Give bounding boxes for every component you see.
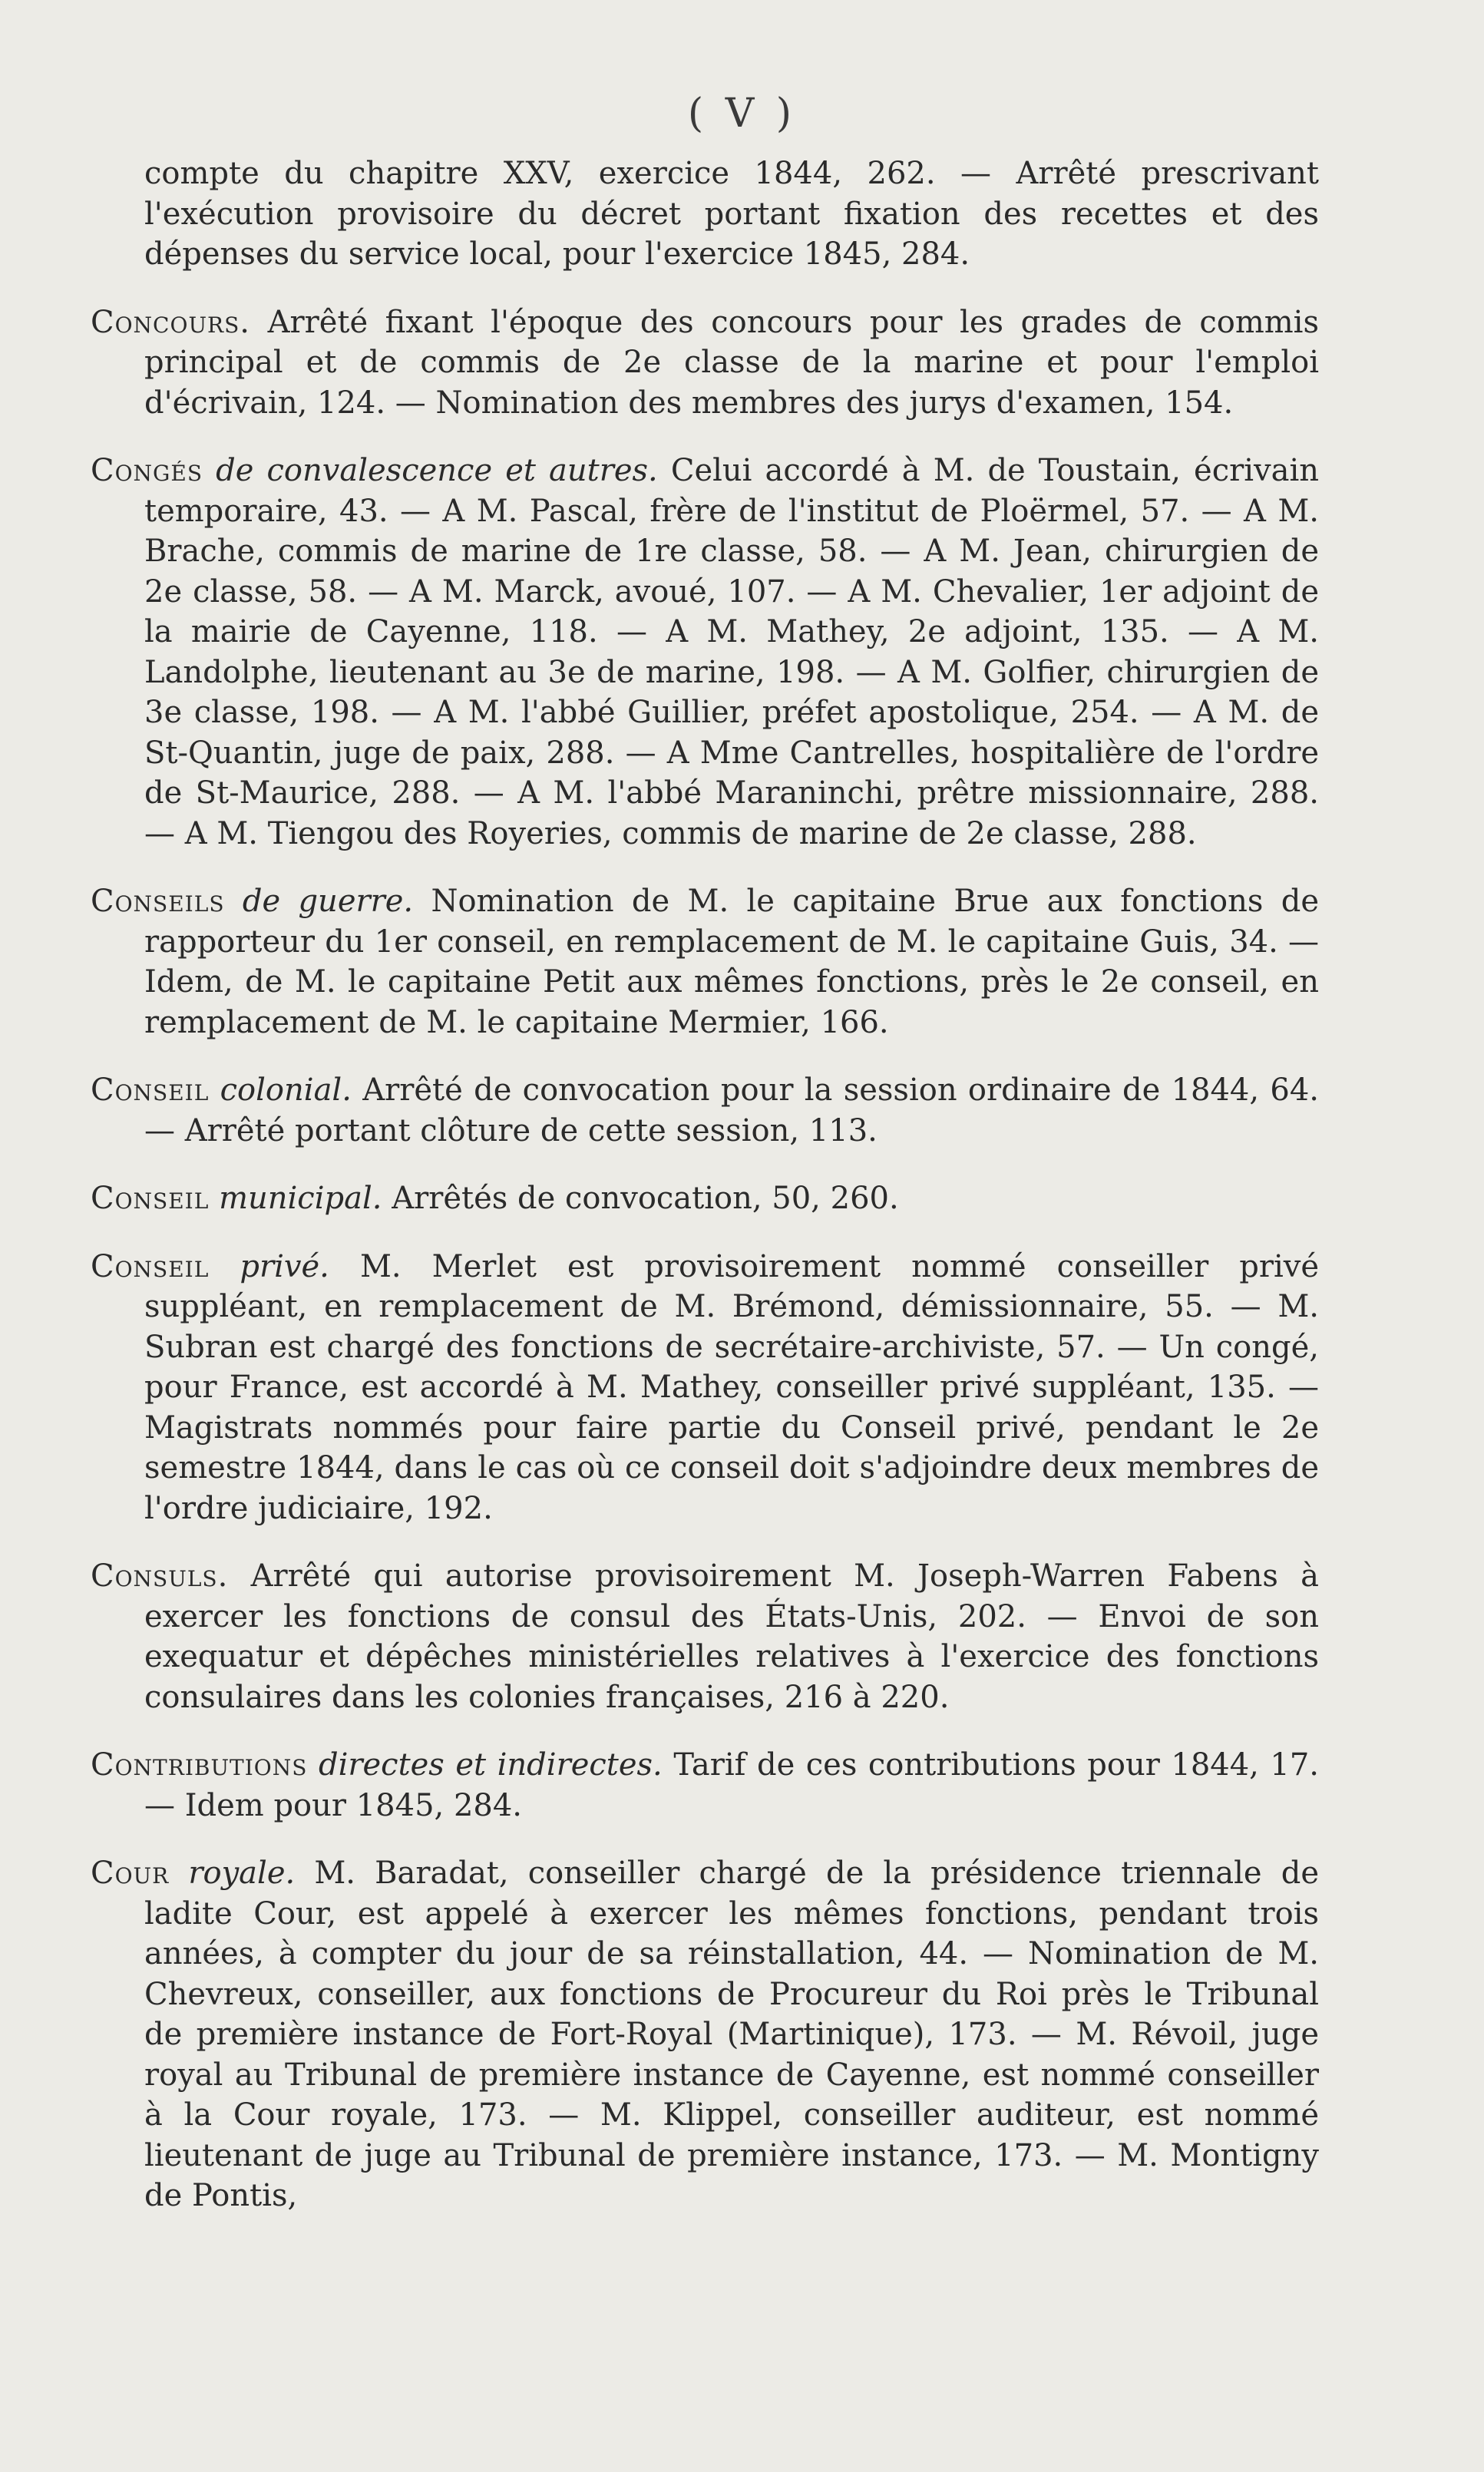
entry-heading: Conseil	[91, 1181, 210, 1216]
entry-subheading: directes et indirectes.	[318, 1747, 663, 1783]
entry-heading: Conseil	[91, 1248, 210, 1284]
entry-subheading: royale.	[188, 1856, 296, 1891]
index-entry	[91, 1247, 1319, 1529]
entry-heading: Concours.	[91, 304, 251, 340]
entry-subheading: colonial.	[220, 1072, 352, 1108]
page-number: ( V )	[687, 91, 797, 137]
entry-text: Arrêtés de convocation, 50, 260.	[392, 1181, 899, 1216]
entry-subheading: privé.	[240, 1248, 329, 1284]
index-entry	[91, 302, 1319, 424]
entry-heading: Contributions	[91, 1747, 308, 1783]
entry-subheading: de guerre.	[242, 884, 414, 919]
entry-text: Arrêté de convocation pour la session ordinaire de 1844, 64. — Arrêté portant clôture de cette session, 113.	[144, 1072, 1320, 1148]
index-entry	[91, 1178, 1319, 1219]
index-entry	[91, 451, 1319, 854]
index-entry	[91, 1556, 1319, 1717]
entry-text: Tarif de ces contributions pour 1844, 17. — Idem pour 1845, 284.	[144, 1747, 1320, 1823]
entry-heading: Conseil	[91, 1072, 210, 1108]
entry-text: Nomination de M. le capitaine Brue aux fonctions de rapporteur du 1er conseil, en remplacement de M. le capitaine Guis, 34. — Idem, de M. le capitaine Petit aux mêmes fonctions, près le 2e conseil, en remplacement de M. le capitaine Mermier, 166.	[144, 884, 1319, 1040]
index-entry	[91, 1853, 1319, 2216]
entry-heading: Consuls.	[91, 1558, 229, 1594]
entry-heading: Cour	[91, 1856, 170, 1891]
entry-heading: Conseils	[91, 884, 225, 919]
entry-text: M. Merlet est provisoirement nommé conseiller privé suppléant, en remplacement de M. Brémond, démissionnaire, 55. — M. Subran est chargé des fonctions de secrétaire-archiviste, 57. — Un congé, pour France, est accordé à M. Mathey, conseiller privé suppléant, 135. — Magistrats nommés pour faire partie du Conseil privé, pendant le 2e semestre 1844, dans le cas où ce conseil doit s'adjoindre deux membres de l'ordre judiciaire, 192.	[144, 1248, 1320, 1526]
entry-heading: Congés	[91, 453, 203, 488]
entry-text: M. Baradat, conseiller chargé de la présidence triennale de ladite Cour, est appelé à exercer les mêmes fonctions, pendant trois années, à compter du jour de sa réinstallation, 44. — Nomination de M. Chevreux, conseiller, aux fonctions de Procureur du Roi près le Tribunal de première instance de Fort-Royal (Martinique), 173. — M. Révoil, juge royal au Tribunal de première instance de Cayenne, est nommé conseiller à la Cour royale, 173. — M. Klippel, conseiller auditeur, est nommé lieutenant de juge au Tribunal de première instance, 173. — M. Montigny de Pontis,	[144, 1856, 1319, 2213]
index-entry	[91, 1745, 1319, 1826]
entry-text: compte du chapitre XXV, exercice 1844, 262. — Arrêté prescrivant l'exécution provisoire du décret portant fixation des recettes et des dépenses du service local, pour l'exercice 1845, 284.	[144, 156, 1319, 272]
index-entries	[91, 154, 1319, 2244]
entry-text: Celui accordé à M. de Toustain, écrivain temporaire, 43. — A M. Pascal, frère de l'institut de Ploërmel, 57. — A M. Brache, commis de marine de 1re classe, 58. — A M. Jean, chirurgien de 2e classe, 58. — A M. Marck, avoué, 107. — A M. Chevalier, 1er adjoint de la mairie de Cayenne, 118. — A M. Mathey, 2e adjoint, 135. — A M. Landolphe, lieutenant au 3e de marine, 198. — A M. Golfier, chirurgien de 3e classe, 198. — A M. l'abbé Guillier, préfet apostolique, 254. — A M. de St-Quantin, juge de paix, 288. — A Mme Cantrelles, hospitalière de l'ordre de St-Maurice, 288. — A M. l'abbé Maraninchi, prêtre missionnaire, 288. — A M. Tiengou des Royeries, commis de marine de 2e classe, 288.	[144, 453, 1320, 851]
index-entry	[91, 1070, 1319, 1151]
index-entry	[91, 881, 1319, 1043]
entry-text: Arrêté fixant l'époque des concours pour les grades de commis principal et de commis de 2e classe de la marine et pour l'emploi d'écrivain, 124. — Nomination des membres des jurys d'examen, 154.	[144, 304, 1320, 421]
entry-text: Arrêté qui autorise provisoirement M. Joseph-Warren Fabens à exercer les fonctions de consul des États-Unis, 202. — Envoi de son exequatur et dépêches ministérielles relatives à l'exercice des fonctions consulaires dans les colonies françaises, 216 à 220.	[144, 1558, 1319, 1715]
index-entry	[91, 154, 1319, 275]
entry-subheading: de convalescence et autres.	[216, 453, 658, 488]
entry-subheading: municipal.	[219, 1181, 382, 1216]
